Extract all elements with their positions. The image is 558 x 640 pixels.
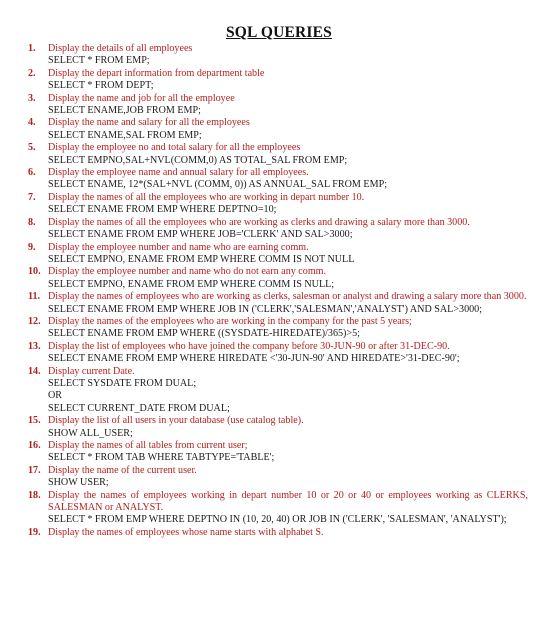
sql-statement: OR bbox=[48, 390, 63, 402]
item-number: 1. bbox=[28, 43, 36, 54]
query-item bbox=[28, 341, 528, 366]
query-question: Display the name and salary for all the employees bbox=[48, 117, 250, 129]
query-item bbox=[28, 266, 528, 291]
item-number: 18. bbox=[28, 489, 41, 501]
item-number: 7. bbox=[28, 191, 36, 203]
item-number: 9. bbox=[28, 241, 36, 253]
sql-statement: SELECT ENAME FROM EMP WHERE DEPTNO=10; bbox=[48, 204, 277, 216]
sql-statement: SELECT ENAME,JOB FROM EMP; bbox=[48, 105, 201, 117]
query-item bbox=[28, 415, 528, 440]
query-item bbox=[28, 192, 528, 217]
query-question: Display the names of all the employees who are working in depart number 10. bbox=[48, 191, 365, 203]
sql-statement: SELECT ENAME FROM EMP WHERE ((SYSDATE-HIREDATE)/365)>5; bbox=[48, 328, 360, 340]
query-item bbox=[28, 217, 528, 242]
query-item bbox=[28, 142, 528, 167]
sql-statement: SELECT EMPNO,SAL+NVL(COMM,0) AS TOTAL_SAL FROM EMP; bbox=[48, 154, 348, 166]
item-number: 6. bbox=[28, 167, 36, 179]
query-item bbox=[28, 93, 528, 118]
query-item bbox=[28, 465, 528, 490]
item-number: 3. bbox=[28, 92, 36, 104]
query-question: Display current Date. bbox=[48, 365, 135, 377]
item-number: 8. bbox=[28, 216, 36, 228]
query-question: Display the depart information from department table bbox=[48, 67, 265, 79]
query-item bbox=[28, 440, 528, 465]
sql-statement: SELECT CURRENT_DATE FROM DUAL; bbox=[48, 402, 230, 414]
sql-statement: SELECT SYSDATE FROM DUAL; bbox=[48, 377, 197, 389]
item-number: 5. bbox=[28, 142, 36, 154]
sql-statement: SELECT ENAME FROM EMP WHERE JOB IN ('CLERK','SALESMAN','ANALYST') AND SAL>3000; bbox=[48, 303, 483, 315]
query-question: Display the employee number and name who do not earn any comm. bbox=[48, 266, 327, 278]
query-item bbox=[28, 242, 528, 267]
sql-statement: SELECT * FROM EMP; bbox=[48, 55, 150, 67]
item-number: 17. bbox=[28, 464, 41, 476]
sql-statement: SELECT * FROM TAB WHERE TABTYPE='TABLE'; bbox=[48, 452, 275, 464]
query-item bbox=[28, 316, 528, 341]
query-item bbox=[28, 167, 528, 192]
query-question: Display the employee number and name who are earning comm. bbox=[48, 241, 309, 253]
sql-statement: SELECT * FROM EMP WHERE DEPTNO IN (10, 20, 40) OR JOB IN ('CLERK', 'SALESMAN', 'ANALYST'); bbox=[48, 514, 507, 526]
item-number: 13. bbox=[28, 340, 41, 352]
item-number: 11. bbox=[28, 291, 41, 303]
query-item bbox=[28, 527, 528, 539]
item-number: 2. bbox=[28, 67, 36, 79]
query-question: Display the employee name and annual salary for all employees. bbox=[48, 167, 309, 179]
query-question: Display the names of employees whose name starts with alphabet S. bbox=[48, 526, 324, 538]
query-question: Display the names of all tables from current user; bbox=[48, 440, 248, 451]
query-question: Display the names of employees working in depart number 10 or 20 or 40 or employees working as CLERKS, SALESMAN or ANALYST. bbox=[48, 489, 528, 514]
item-number: 19. bbox=[28, 526, 41, 538]
item-number: 12. bbox=[28, 315, 41, 327]
query-question: Display the list of employees who have joined the company before 30-JUN-90 or after 31-DEC-90. bbox=[48, 340, 450, 352]
sql-statement: SELECT * FROM DEPT; bbox=[48, 80, 154, 92]
item-number: 16. bbox=[28, 440, 41, 451]
query-question: Display the names of all the employees who are working as clerks and drawing a salary more than 3000. bbox=[48, 216, 470, 228]
sql-statement: SELECT EMPNO, ENAME FROM EMP WHERE COMM IS NULL; bbox=[48, 278, 335, 290]
query-item bbox=[28, 68, 528, 93]
sql-statement: SHOW ALL_USER; bbox=[48, 427, 133, 439]
item-number: 15. bbox=[28, 415, 41, 427]
query-question: Display the list of all users in your database (use catalog table). bbox=[48, 415, 304, 427]
query-item bbox=[28, 291, 528, 316]
query-list bbox=[28, 43, 528, 539]
query-question: Display the details of all employees bbox=[48, 43, 193, 54]
query-question: Display the name of the current user. bbox=[48, 464, 197, 476]
query-item bbox=[28, 366, 528, 416]
query-item bbox=[28, 117, 528, 142]
page-title: SQL QUERIES bbox=[225, 24, 332, 41]
sql-statement: SELECT ENAME FROM EMP WHERE HIREDATE <'30-JUN-90' AND HIREDATE>'31-DEC-90'; bbox=[48, 353, 460, 365]
query-item bbox=[28, 43, 528, 68]
query-question: Display the names of the employees who are working in the company for the past 5 years; bbox=[48, 315, 412, 327]
item-number: 10. bbox=[28, 266, 41, 278]
sql-statement: SHOW USER; bbox=[48, 477, 109, 489]
sql-statement: SELECT ENAME FROM EMP WHERE JOB='CLERK' AND SAL>3000; bbox=[48, 229, 353, 241]
query-item bbox=[28, 490, 528, 527]
query-question: Display the names of employees who are working as clerks, salesman or analyst and drawing a salary more than 3000. bbox=[48, 291, 527, 303]
sql-statement: SELECT ENAME, 12*(SAL+NVL (COMM, 0)) AS ANNUAL_SAL FROM EMP; bbox=[48, 179, 387, 191]
item-number: 14. bbox=[28, 365, 41, 377]
query-question: Display the name and job for all the employee bbox=[48, 92, 235, 104]
sql-statement: SELECT EMPNO, ENAME FROM EMP WHERE COMM IS NOT NULL bbox=[48, 253, 355, 265]
query-question: Display the employee no and total salary for all the employees bbox=[48, 142, 301, 154]
item-number: 4. bbox=[28, 117, 36, 129]
sql-statement: SELECT ENAME,SAL FROM EMP; bbox=[48, 129, 202, 141]
